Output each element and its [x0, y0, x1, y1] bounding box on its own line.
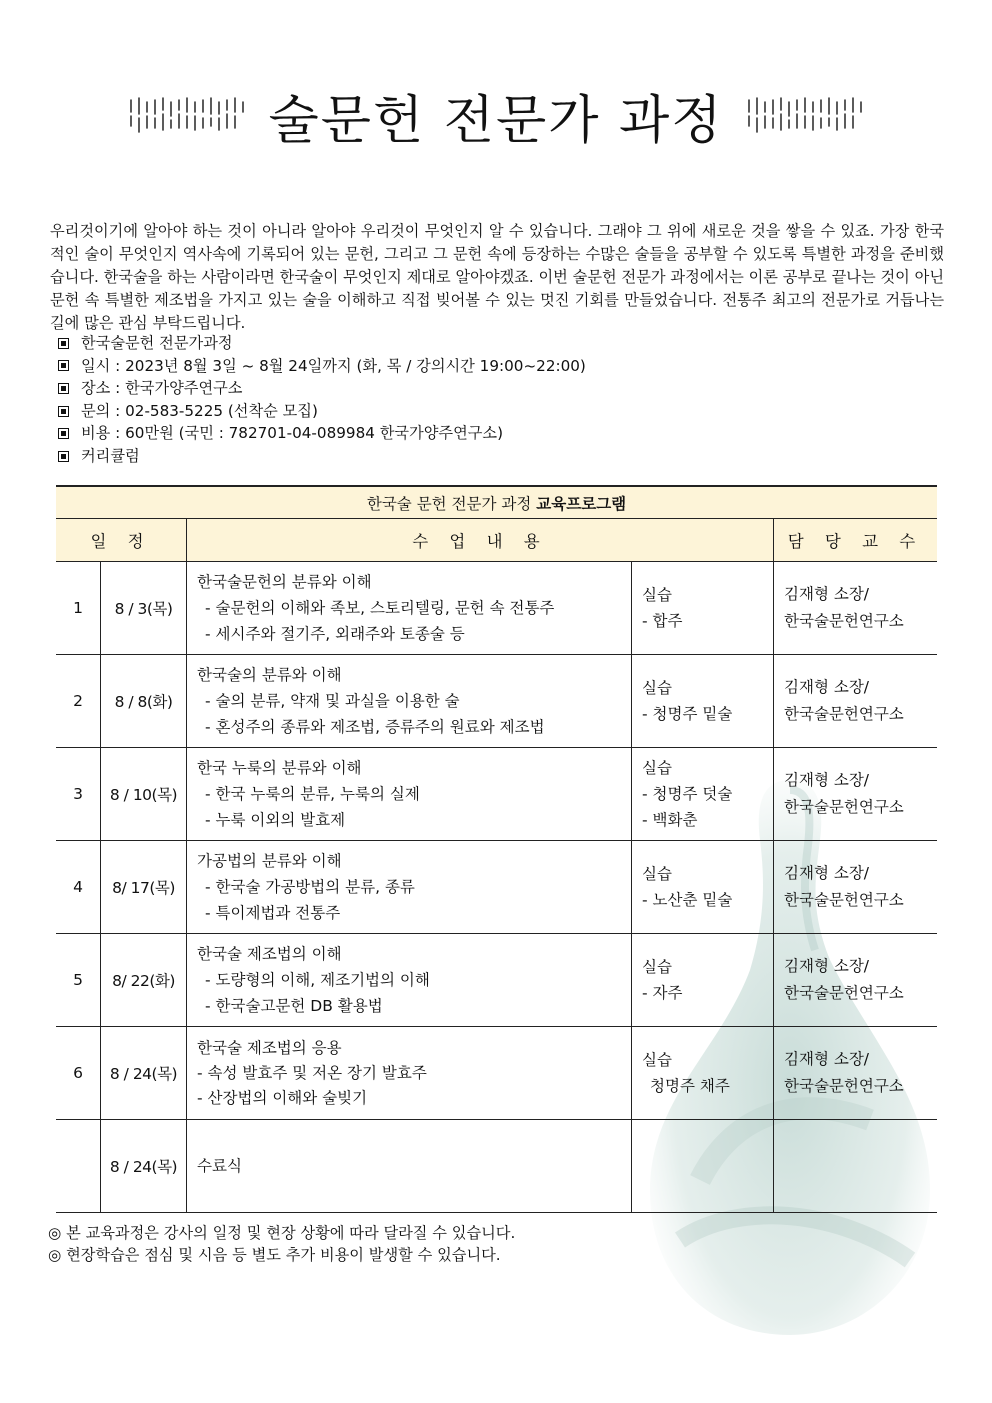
header-content: 수 업 내 용 — [187, 519, 774, 562]
table-row — [56, 1027, 937, 1120]
square-bullet-icon — [58, 428, 69, 439]
row-practice: 실습 - 청명주 덧술 - 백화춘 — [632, 748, 774, 841]
row-number: 3 — [56, 748, 101, 841]
square-bullet-icon — [58, 360, 69, 371]
info-item: 비용 : 60만원 (국민 : 782701-04-089984 한국가양주연구소) — [56, 422, 586, 445]
row-content: 한국술문헌의 분류와 이해 - 술문헌의 이해와 족보, 스토리텔링, 문헌 속 전통주 - 세시주와 절기주, 외래주와 토종술 등 — [187, 562, 632, 655]
table-caption-row — [56, 486, 937, 519]
page-title: 술문헌 전문가 과정 — [268, 91, 724, 151]
row-instructor — [774, 1120, 938, 1213]
calligraphy-left-decoration — [127, 94, 247, 138]
row-number: 2 — [56, 655, 101, 748]
footnote: ◎ 현장학습은 점심 및 시음 등 별도 추가 비용이 발생할 수 있습니다. — [48, 1246, 501, 1264]
footnotes — [48, 1222, 515, 1266]
row-date: 8 / 10(목) — [101, 748, 187, 841]
row-instructor: 김재형 소장/ 한국술문헌연구소 — [774, 748, 938, 841]
row-number: 1 — [56, 562, 101, 655]
row-date: 8 / 24(목) — [101, 1120, 187, 1213]
schedule-table — [56, 485, 937, 1213]
table-row — [56, 655, 937, 748]
calligraphy-right-decoration — [745, 94, 865, 138]
info-item: 한국술문헌 전문가과정 — [56, 332, 586, 355]
table-caption: 한국술 문헌 전문가 과정 교육프로그램 — [56, 486, 937, 519]
row-practice: 실습 청명주 채주 — [632, 1027, 774, 1120]
table-row — [56, 934, 937, 1027]
row-date: 8 / 8(화) — [101, 655, 187, 748]
row-content: 한국술 제조법의 응용 - 속성 발효주 및 저온 장기 발효주 - 산장법의 이해와 술빚기 — [187, 1027, 632, 1120]
square-bullet-icon — [58, 383, 69, 394]
row-practice: 실습 - 노산춘 밑술 — [632, 841, 774, 934]
row-number — [56, 1120, 101, 1213]
row-instructor: 김재형 소장/ 한국술문헌연구소 — [774, 655, 938, 748]
row-content: 한국술의 분류와 이해 - 술의 분류, 약재 및 과실을 이용한 술 - 혼성주의 종류와 제조법, 증류주의 원료와 제조법 — [187, 655, 632, 748]
row-instructor: 김재형 소장/ 한국술문헌연구소 — [774, 1027, 938, 1120]
info-item: 일시 : 2023년 8월 3일 ~ 8월 24일까지 (화, 목 / 강의시간 19:00~22:00) — [56, 355, 586, 378]
row-number: 5 — [56, 934, 101, 1027]
row-practice — [632, 1120, 774, 1213]
row-practice: 실습 - 합주 — [632, 562, 774, 655]
row-instructor: 김재형 소장/ 한국술문헌연구소 — [774, 934, 938, 1027]
info-item: 커리큘럼 — [56, 445, 586, 468]
row-number: 4 — [56, 841, 101, 934]
row-content: 가공법의 분류와 이해 - 한국술 가공방법의 분류, 종류 - 특이제법과 전통주 — [187, 841, 632, 934]
table-header-row — [56, 519, 937, 562]
table-row — [56, 562, 937, 655]
row-practice: 실습 - 자주 — [632, 934, 774, 1027]
row-content: 수료식 — [187, 1120, 632, 1213]
header-schedule: 일 정 — [56, 519, 187, 562]
square-bullet-icon — [58, 338, 69, 349]
table-row — [56, 748, 937, 841]
row-date: 8/ 22(화) — [101, 934, 187, 1027]
row-number: 6 — [56, 1027, 101, 1120]
title-area — [0, 78, 992, 153]
square-bullet-icon — [58, 406, 69, 417]
row-content: 한국술 제조법의 이해 - 도량형의 이해, 제조기법의 이해 - 한국술고문헌 DB 활용법 — [187, 934, 632, 1027]
intro-paragraph: 우리것이기에 알아야 하는 것이 아니라 알아야 우리것이 무엇인지 알 수 있습니다. 그래야 그 위에 새로운 것을 쌓을 수 있죠. 가장 한국적인 술이 무엇인지 역사속에 기록되어 있는 문헌, 그리고 그 문헌 속에 등장하는 수많은 술들을 공부할 수 있도록 특별한 과정을 준비했습니다. 한국술을 하는 사람이라면 한국술이 무엇인지 제대로 알아야겠죠. 이번 술문헌 전문가 과정에서는 이론 공부로 끝나는 것이 아닌 문헌 속 특별한 제조법을 가지고 있는 술을 이해하고 직접 빚어볼 수 있는 멋진 기회를 만들었습니다. 전통주 최고의 전문가로 거듭나는 길에 많은 관심 부탁드립니다. — [50, 222, 944, 333]
row-instructor: 김재형 소장/ 한국술문헌연구소 — [774, 841, 938, 934]
row-instructor: 김재형 소장/ 한국술문헌연구소 — [774, 562, 938, 655]
row-date: 8 / 3(목) — [101, 562, 187, 655]
row-date: 8 / 24(목) — [101, 1027, 187, 1120]
table-row — [56, 841, 937, 934]
footnote: ◎ 본 교육과정은 강사의 일정 및 현장 상황에 따라 달라질 수 있습니다. — [48, 1224, 516, 1242]
info-list — [56, 332, 586, 468]
table-row — [56, 1120, 937, 1213]
info-item: 문의 : 02-583-5225 (선착순 모집) — [56, 400, 586, 423]
header-instructor: 담 당 교 수 — [774, 519, 938, 562]
row-practice: 실습 - 청명주 밑술 — [632, 655, 774, 748]
info-item: 장소 : 한국가양주연구소 — [56, 377, 586, 400]
row-date: 8/ 17(목) — [101, 841, 187, 934]
square-bullet-icon — [58, 451, 69, 462]
row-content: 한국 누룩의 분류와 이해 - 한국 누룩의 분류, 누룩의 실제 - 누룩 이외의 발효제 — [187, 748, 632, 841]
